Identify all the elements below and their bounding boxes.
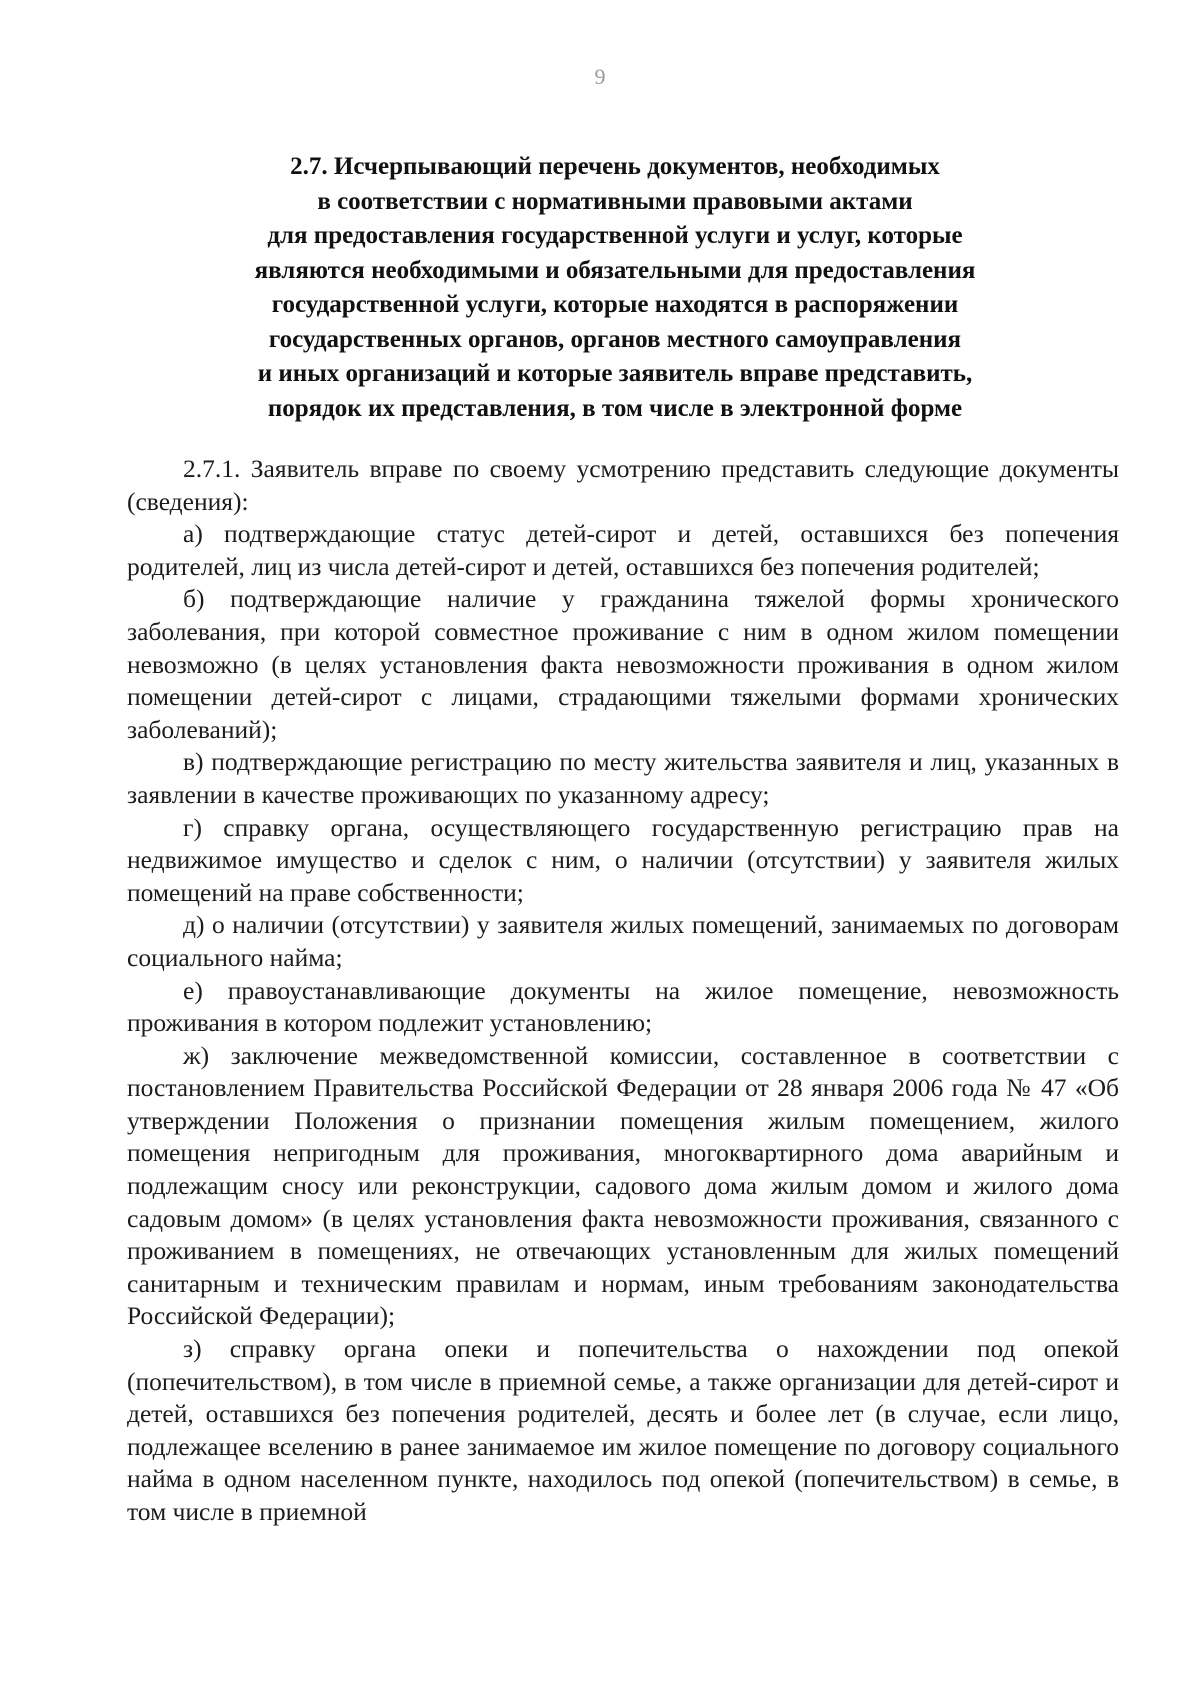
heading-line: и иных организаций и которые заявитель вправе представить, xyxy=(257,360,973,387)
list-item-z: з) справку органа опеки и попечительства о нахождении под опекой (попечительством), в том числе в приемной семье, а также организации для детей-сирот и детей, оставшихся без попечения родителей, десять и более лет (в случае, если лицо, подлежащее вселению в ранее занимаемое им жилое помещение по договору социального найма в одном населенном пункте, находилось под опекой (попечительством) в семье, в том числе в приемной xyxy=(127,1334,1119,1526)
list-item-d: д) о наличии (отсутствии) у заявителя жилых помещений, занимаемых по договорам социального найма; xyxy=(127,910,1119,972)
page-number: 9 xyxy=(594,64,606,89)
heading-line: государственной услуги, которые находятся в распоряжении xyxy=(271,291,959,318)
heading-line: порядок их представления, в том числе в электронной форме xyxy=(267,394,963,422)
list-item-zh: ж) заключение межведомственной комиссии, составленное в соответствии с постановлением Правительства Российской Федерации от 28 января 2006 года № 47 «Об утверждении Положения о признании помещения жилым помещением, жилого помещения непригодным для проживания, многоквартирного дома аварийным и подлежащим сносу или реконструкции, садового дома жилым домом и жилого дома садовым домом» (в целях установления факта невозможности проживания, связанного с проживанием в помещениях, не отвечающих установленным для жилых помещений санитарным и техническим правилам и нормам, иным требованиям законодательства Российской Федерации); xyxy=(127,1040,1119,1331)
section-heading xyxy=(150,150,1080,426)
heading-line: являются необходимыми и обязательными для предоставления xyxy=(254,256,976,284)
list-item-a: а) подтверждающие статус детей-сирот и детей, оставшихся без попечения родителей, лиц из числа детей-сирот и детей, оставшихся без попечения родителей; xyxy=(127,519,1119,581)
list-item-b: б) подтверждающие наличие у гражданина тяжелой формы хронического заболевания, при которой совместное проживание с ним в одном жилом помещении невозможно (в целях установления факта невозможности проживания в одном жилом помещении детей-сирот с лицами, страдающими тяжелыми формами хронических заболеваний); xyxy=(127,584,1119,744)
heading-line: для предоставления государственной услуги и услуг, которые xyxy=(267,222,963,249)
body-text xyxy=(127,453,1119,1529)
list-item-e: е) правоустанавливающие документы на жилое помещение, невозможность проживания в котором подлежит установлению; xyxy=(127,975,1119,1038)
heading-line: в соответствии с нормативными правовыми актами xyxy=(317,187,913,215)
list-item-v: в) подтверждающие регистрацию по месту жительства заявителя и лиц, указанных в заявлении в качестве проживающих по указанному адресу; xyxy=(127,747,1119,809)
list-item-g: г) справку органа, осуществляющего государственную регистрацию прав на недвижимое имущество и сделок с ним, о наличии (отсутствии) у заявителя жилых помещений на праве собственности; xyxy=(127,812,1119,907)
heading-line: государственных органов, органов местного самоуправления xyxy=(268,325,962,353)
heading-line: 2.7. Исчерпывающий перечень документов, необходимых xyxy=(290,153,940,180)
paragraph-2-7-1: 2.7.1. Заявитель вправе по своему усмотрению представить следующие документы (сведения): xyxy=(127,454,1119,516)
